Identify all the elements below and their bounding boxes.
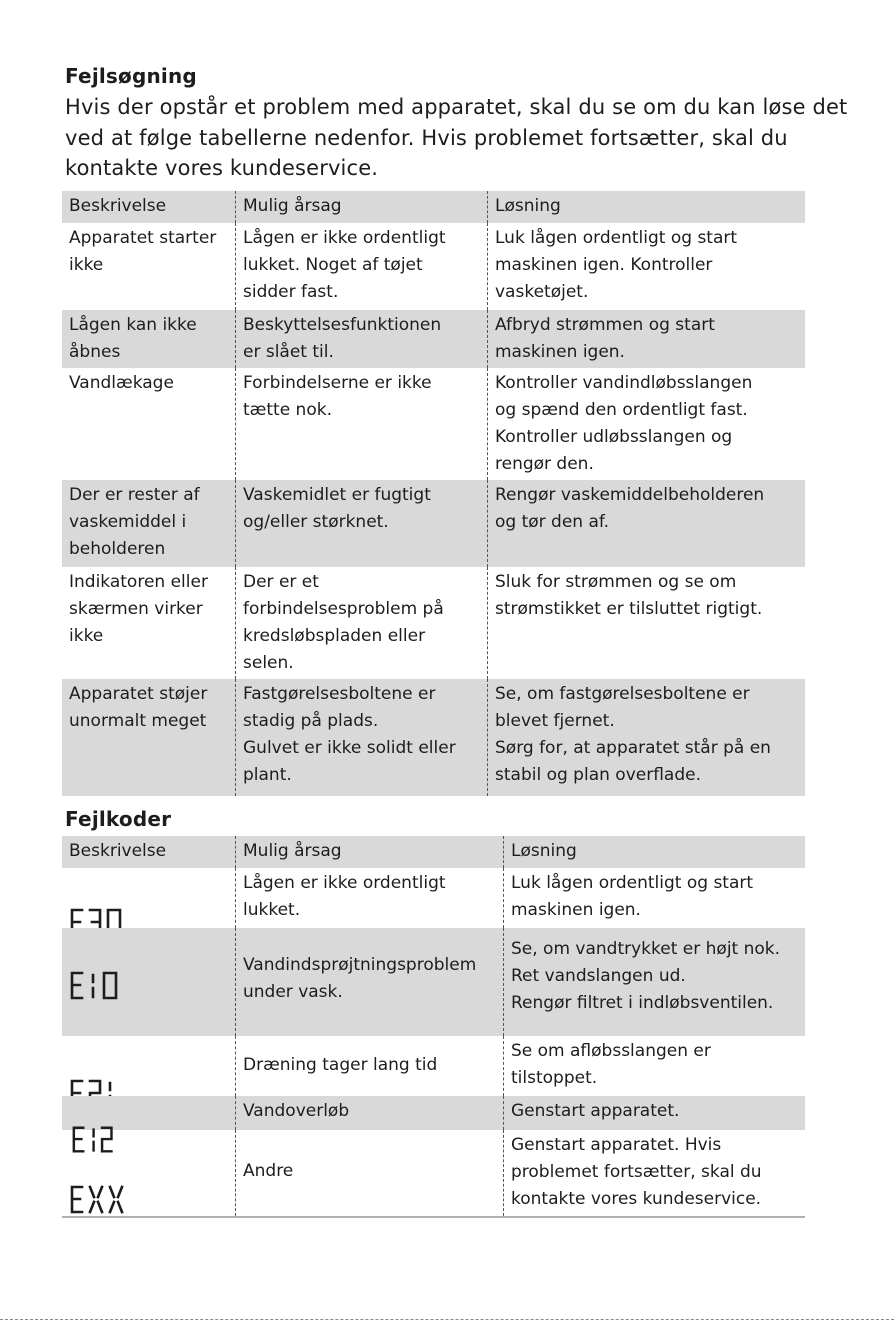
row-cause: Vandindsprøjtningsproblem under vask. (235, 928, 503, 1036)
row-cause: Dræning tager lang tid (235, 1036, 503, 1096)
page-bottom-dashed-line (0, 1319, 894, 1320)
row-solution: Genstart apparatet. (503, 1096, 805, 1130)
row-cause: Andre (235, 1130, 503, 1216)
table-row (62, 1096, 805, 1130)
row-cause: Lågen er ikke ordentligt lukket. (235, 868, 503, 928)
table-bottom-rule (62, 1216, 805, 1218)
row-cause: Beskyttelsesfunktionen er slået til. (235, 310, 487, 368)
table-row (62, 679, 805, 796)
row-description: Apparatet starter ikke (69, 228, 217, 275)
error-code-e10-icon (68, 942, 138, 976)
row-cause: Fastgørelsesboltene er stadig på plads. Gulvet er ikke solidt eller plant. (235, 679, 487, 796)
row-solution: Luk lågen ordentligt og start maskinen igen. Kontroller vasketøjet. (487, 223, 805, 310)
row-solution: Se, om fastgørelsesboltene er blevet fjernet. Sørg for, at apparatet står på en stabil og plan overflade. (487, 679, 805, 796)
error-code-cell (62, 1036, 235, 1096)
header-solution: Løsning (487, 191, 805, 223)
intro-paragraph: Hvis der opstår et problem med apparatet, skal du se om du kan løse det ved at følge tabellerne nedenfor. Hvis problemet fortsætter, skal du kontakte vores kundeservice. (65, 95, 848, 180)
error-code-cell (62, 868, 235, 928)
row-description: Der er rester af vaskemiddel i beholderen (69, 485, 200, 559)
row-description: Apparatet støjer unormalt meget (69, 684, 208, 731)
row-solution: Se om afløbsslangen er tilstoppet. (503, 1036, 805, 1096)
header-cause: Mulig årsag (235, 191, 487, 223)
error-code-cell (62, 928, 235, 1036)
table-row (62, 928, 805, 1036)
error-code-exx-icon (68, 1156, 138, 1190)
row-solution: Luk lågen ordentligt og start maskinen igen. (503, 868, 805, 928)
row-cause: Forbindelserne er ikke tætte nok. (235, 368, 487, 480)
error-code-cell (62, 1130, 235, 1216)
troubleshooting-table (62, 191, 805, 796)
table-row (62, 368, 805, 480)
error-code-e30-icon (68, 879, 138, 913)
row-solution: Kontroller vandindløbsslangen og spænd den ordentligt fast. Kontroller udløbsslangen og rengør den. (487, 368, 805, 480)
row-description: Indikatoren eller skærmen virker ikke (69, 572, 208, 646)
header-description: Beskrivelse (69, 196, 167, 216)
row-solution: Sluk for strømmen og se om strømstikket er tilsluttet rigtigt. (487, 567, 805, 679)
troubleshooting-title: Fejlsøgning (65, 64, 197, 88)
error-code-cell (62, 1096, 235, 1130)
row-cause: Vandoverløb (235, 1096, 503, 1130)
table-row (62, 1130, 805, 1216)
error-codes-table (62, 836, 805, 1216)
table-header-row (62, 191, 805, 223)
table-row (62, 1036, 805, 1096)
row-solution: Genstart apparatet. Hvis problemet fortsætter, skal du kontakte vores kundeservice. (503, 1130, 805, 1216)
row-solution: Rengør vaskemiddelbeholderen og tør den af. (487, 480, 805, 567)
header-description: Beskrivelse (69, 841, 167, 861)
header-solution: Løsning (503, 836, 805, 868)
error-code-e12-icon (68, 1097, 138, 1131)
row-cause: Vaskemidlet er fugtigt og/eller størknet. (235, 480, 487, 567)
table-row (62, 223, 805, 310)
row-cause: Lågen er ikke ordentligt lukket. Noget af tøjet sidder fast. (235, 223, 487, 310)
row-solution: Se, om vandtrykket er højt nok. Ret vandslangen ud. Rengør filtret i indløbsventilen. (503, 928, 805, 1036)
row-description: Vandlækage (69, 373, 174, 393)
table-row (62, 567, 805, 679)
error-code-e21-icon (68, 1050, 138, 1084)
row-cause: Der er et forbindelsesproblem på kredsløbspladen eller selen. (235, 567, 487, 679)
table-row (62, 480, 805, 567)
row-solution: Afbryd strømmen og start maskinen igen. (487, 310, 805, 368)
table-header-row (62, 836, 805, 868)
header-cause: Mulig årsag (235, 836, 503, 868)
table-row (62, 868, 805, 928)
error-codes-title: Fejlkoder (65, 807, 172, 831)
table-row (62, 310, 805, 368)
row-description: Lågen kan ikke åbnes (69, 315, 197, 362)
